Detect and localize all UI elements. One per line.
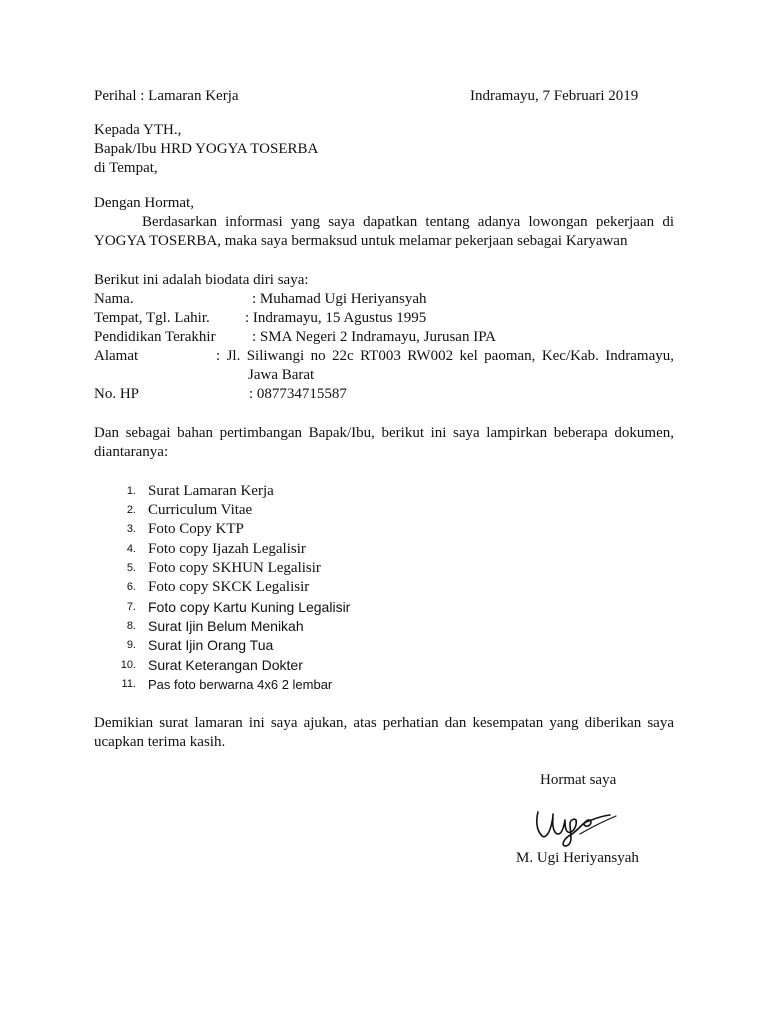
- name-value: : Muhamad Ugi Heriyansyah: [252, 291, 427, 307]
- attachments-intro-line-2: diantaranya:: [94, 444, 169, 460]
- signer-name: M. Ugi Heriyansyah: [516, 850, 639, 866]
- recipient-line-1: Kepada YTH.,: [94, 122, 182, 138]
- address-value-line-2: Jawa Barat: [248, 367, 315, 383]
- list-item: Surat Keterangan Dokter: [148, 657, 303, 673]
- list-item-number: 6.: [126, 581, 136, 593]
- list-item-number: 4.: [126, 543, 136, 555]
- attachments-intro-line-1: Dan sebagai bahan pertimbangan Bapak/Ibu, berikut ini saya lampirkan beberapa dokumen,: [94, 425, 674, 441]
- list-item-number: 7.: [126, 601, 136, 613]
- closing-line-1: Demikian surat lamaran ini saya ajukan, atas perhatian dan kesempatan yang diberikan saya: [94, 715, 674, 731]
- phone-label: No. HP: [94, 386, 140, 402]
- birth-value: : Indramayu, 15 Agustus 1995: [245, 310, 427, 326]
- list-item: Foto copy Ijazah Legalisir: [148, 541, 306, 557]
- list-item-number: 9.: [126, 639, 136, 651]
- recipient-line-3: di Tempat,: [94, 160, 158, 176]
- opening-paragraph-line-1: Berdasarkan informasi yang saya dapatkan tentang adanya lowongan pekerjaan di: [142, 214, 674, 230]
- opening-paragraph-line-2: YOGYA TOSERBA, maka saya bermaksud untuk melamar pekerjaan sebagai Karyawan: [94, 233, 628, 249]
- education-value: : SMA Negeri 2 Indramayu, Jurusan IPA: [252, 329, 497, 345]
- list-item-number: 10.: [120, 659, 136, 671]
- place-date: Indramayu, 7 Februari 2019: [470, 88, 639, 104]
- address-value-line-1: : Jl. Siliwangi no 22c RT003 RW002 kel paoman, Kec/Kab. Indramayu,: [216, 348, 674, 364]
- recipient-line-2: Bapak/Ibu HRD YOGYA TOSERBA: [94, 141, 319, 157]
- list-item-number: 3.: [126, 523, 136, 535]
- list-item: Foto Copy KTP: [148, 521, 244, 537]
- list-item: Foto copy SKHUN Legalisir: [148, 560, 321, 576]
- list-item-number: 1.: [126, 485, 136, 497]
- list-item: Surat Ijin Belum Menikah: [148, 618, 304, 634]
- closing-line-2: ucapkan terima kasih.: [94, 734, 226, 750]
- biodata-intro: Berikut ini adalah biodata diri saya:: [94, 272, 309, 288]
- name-label: Nama.: [94, 291, 134, 307]
- phone-value: : 087734715587: [249, 386, 347, 402]
- list-item: Surat Lamaran Kerja: [148, 483, 274, 499]
- list-item: Foto copy SKCK Legalisir: [148, 579, 310, 595]
- list-item-number: 2.: [126, 504, 136, 516]
- list-item-number: 11.: [121, 678, 136, 690]
- regards: Hormat saya: [540, 772, 617, 788]
- list-item: Surat Ijin Orang Tua: [148, 637, 274, 653]
- list-item: Pas foto berwarna 4x6 2 lembar: [148, 677, 333, 692]
- greeting: Dengan Hormat,: [94, 195, 194, 211]
- handwritten-signature-icon: [530, 806, 624, 848]
- list-item-number: 8.: [126, 620, 136, 632]
- list-item: Curriculum Vitae: [148, 502, 253, 518]
- birth-label: Tempat, Tgl. Lahir.: [94, 310, 210, 326]
- list-item: Foto copy Kartu Kuning Legalisir: [148, 599, 351, 615]
- address-label: Alamat: [94, 348, 139, 364]
- education-label: Pendidikan Terakhir: [94, 329, 216, 345]
- subject-line: Perihal : Lamaran Kerja: [94, 88, 239, 104]
- list-item-number: 5.: [126, 562, 136, 574]
